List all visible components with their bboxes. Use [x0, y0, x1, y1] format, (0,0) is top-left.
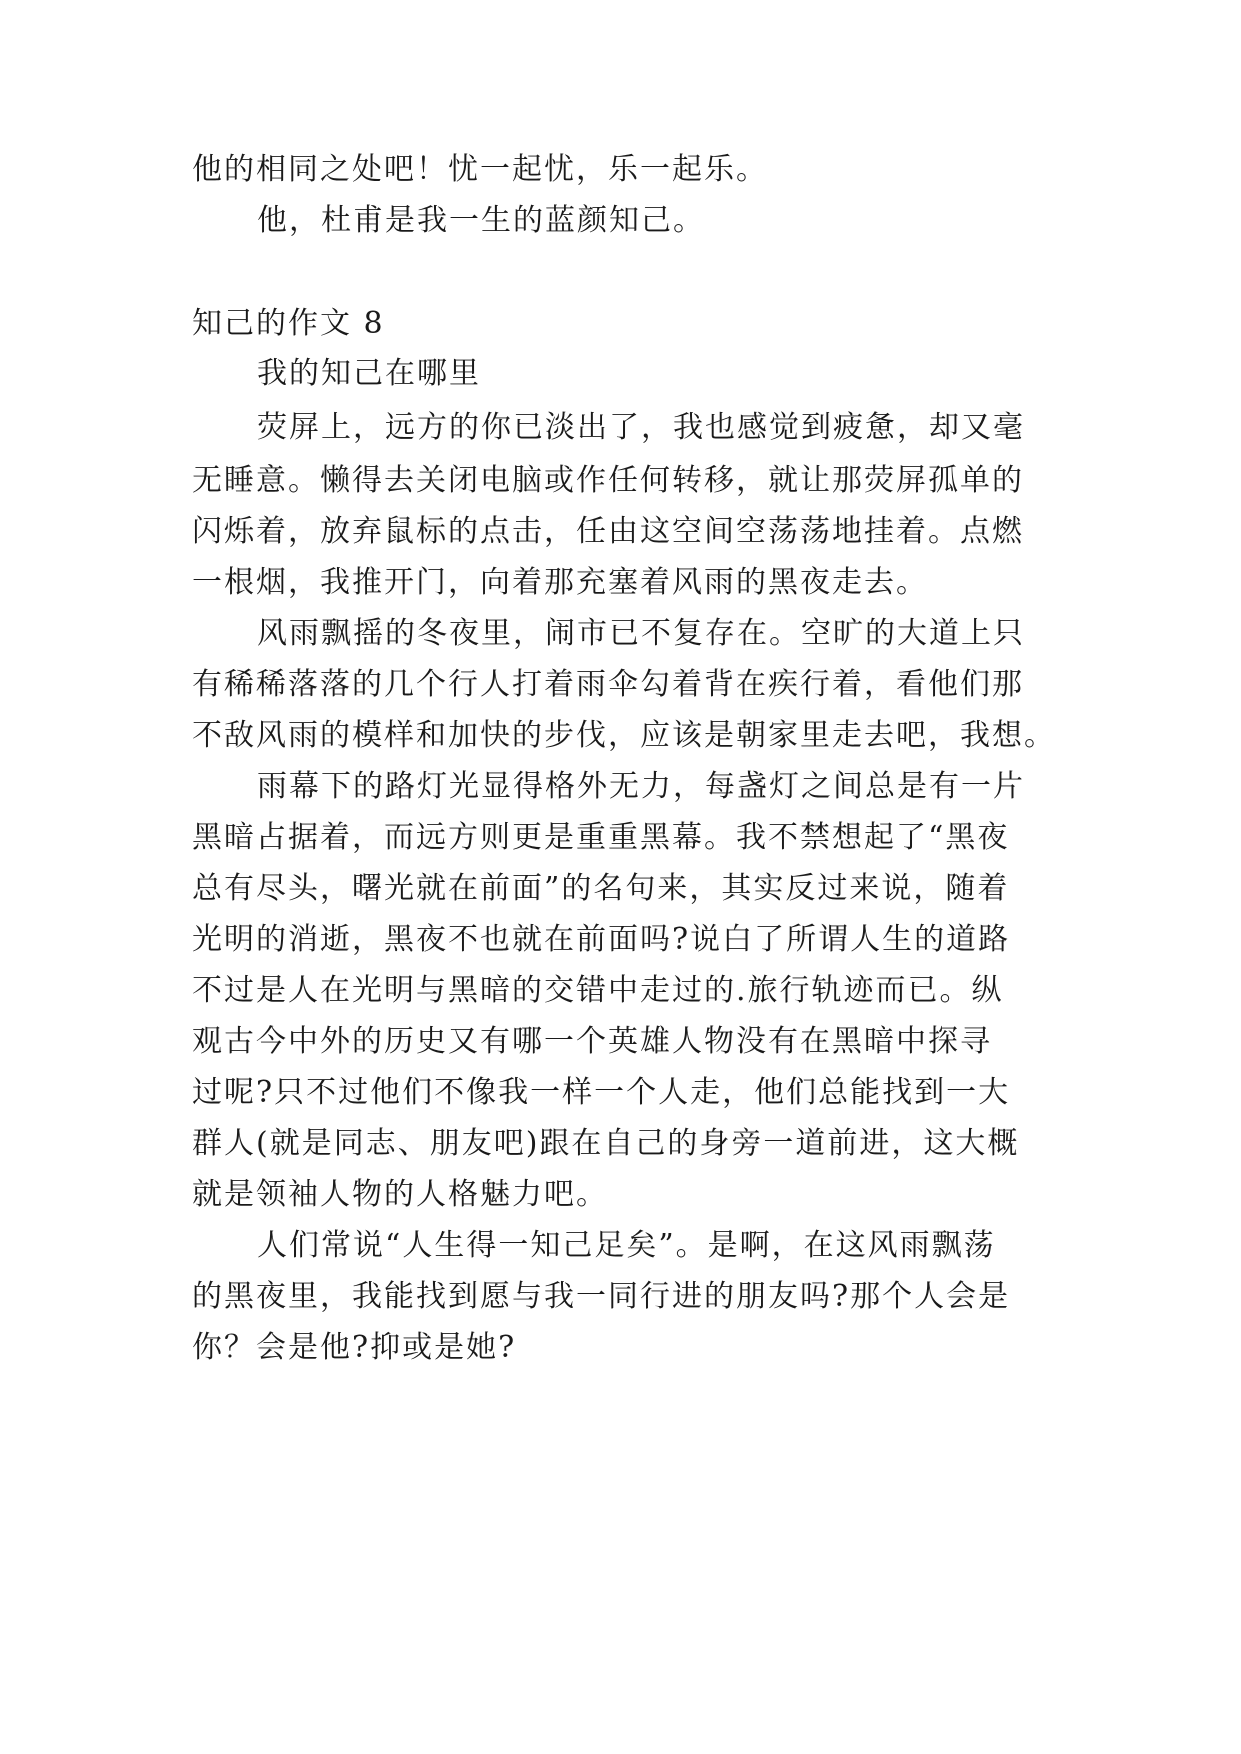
text-line: 光明的消逝，黑夜不也就在前面吗?说白了所谓人生的道路 [192, 922, 1011, 957]
paragraph-line: 人们常说“人生得一知己足矣”。是啊，在这风雨飘荡 [257, 1228, 996, 1263]
text-line: 过呢?只不过他们不像我一样一个人走，他们总能找到一大 [192, 1075, 1011, 1110]
text-line: 总有尽头，曙光就在前面”的名句来，其实反过来说，随着 [192, 871, 1010, 906]
text-line: 观古今中外的历史又有哪一个英雄人物没有在黑暗中探寻 [192, 1024, 992, 1059]
text-line: 不敌风雨的模样和加快的步伐，应该是朝家里走去吧，我想。 [192, 718, 1056, 753]
section-title: 知己的作文 8 [192, 306, 385, 341]
paragraph-line: 风雨飘摇的冬夜里，闹市已不复存在。空旷的大道上只 [257, 616, 1025, 651]
paragraph-line: 荧屏上，远方的你已淡出了，我也感觉到疲惫，却又毫 [257, 410, 1025, 445]
text-line: 不过是人在光明与黑暗的交错中走过的.旅行轨迹而已。纵 [192, 973, 1004, 1008]
text-line: 你？会是他?抑或是她? [192, 1330, 517, 1365]
text-line: 一根烟，我推开门，向着那充塞着风雨的黑夜走去。 [192, 565, 928, 600]
paragraph-line: 他，杜甫是我一生的蓝颜知己。 [257, 203, 705, 238]
text-line: 就是领袖人物的人格魅力吧。 [192, 1177, 608, 1212]
text-line: 闪烁着，放弃鼠标的点击，任由这空间空荡荡地挂着。点燃 [192, 514, 1024, 549]
text-line: 有稀稀落落的几个行人打着雨伞勾着背在疾行着，看他们那 [192, 667, 1024, 702]
text-line: 的黑夜里，我能找到愿与我一同行进的朋友吗?那个人会是 [192, 1279, 1011, 1314]
text-line: 无睡意。懒得去关闭电脑或作任何转移，就让那荧屏孤单的 [192, 463, 1024, 498]
text-line: 黑暗占据着，而远方则更是重重黑幕。我不禁想起了“黑夜 [192, 820, 1010, 855]
paragraph-line: 雨幕下的路灯光显得格外无力，每盏灯之间总是有一片 [257, 769, 1025, 804]
text-line: 群人(就是同志、朋友吧)跟在自己的身旁一道前进，这大概 [192, 1126, 1020, 1161]
text-line: 他的相同之处吧！忧一起忧，乐一起乐。 [192, 152, 768, 187]
essay-title: 我的知己在哪里 [257, 356, 481, 391]
